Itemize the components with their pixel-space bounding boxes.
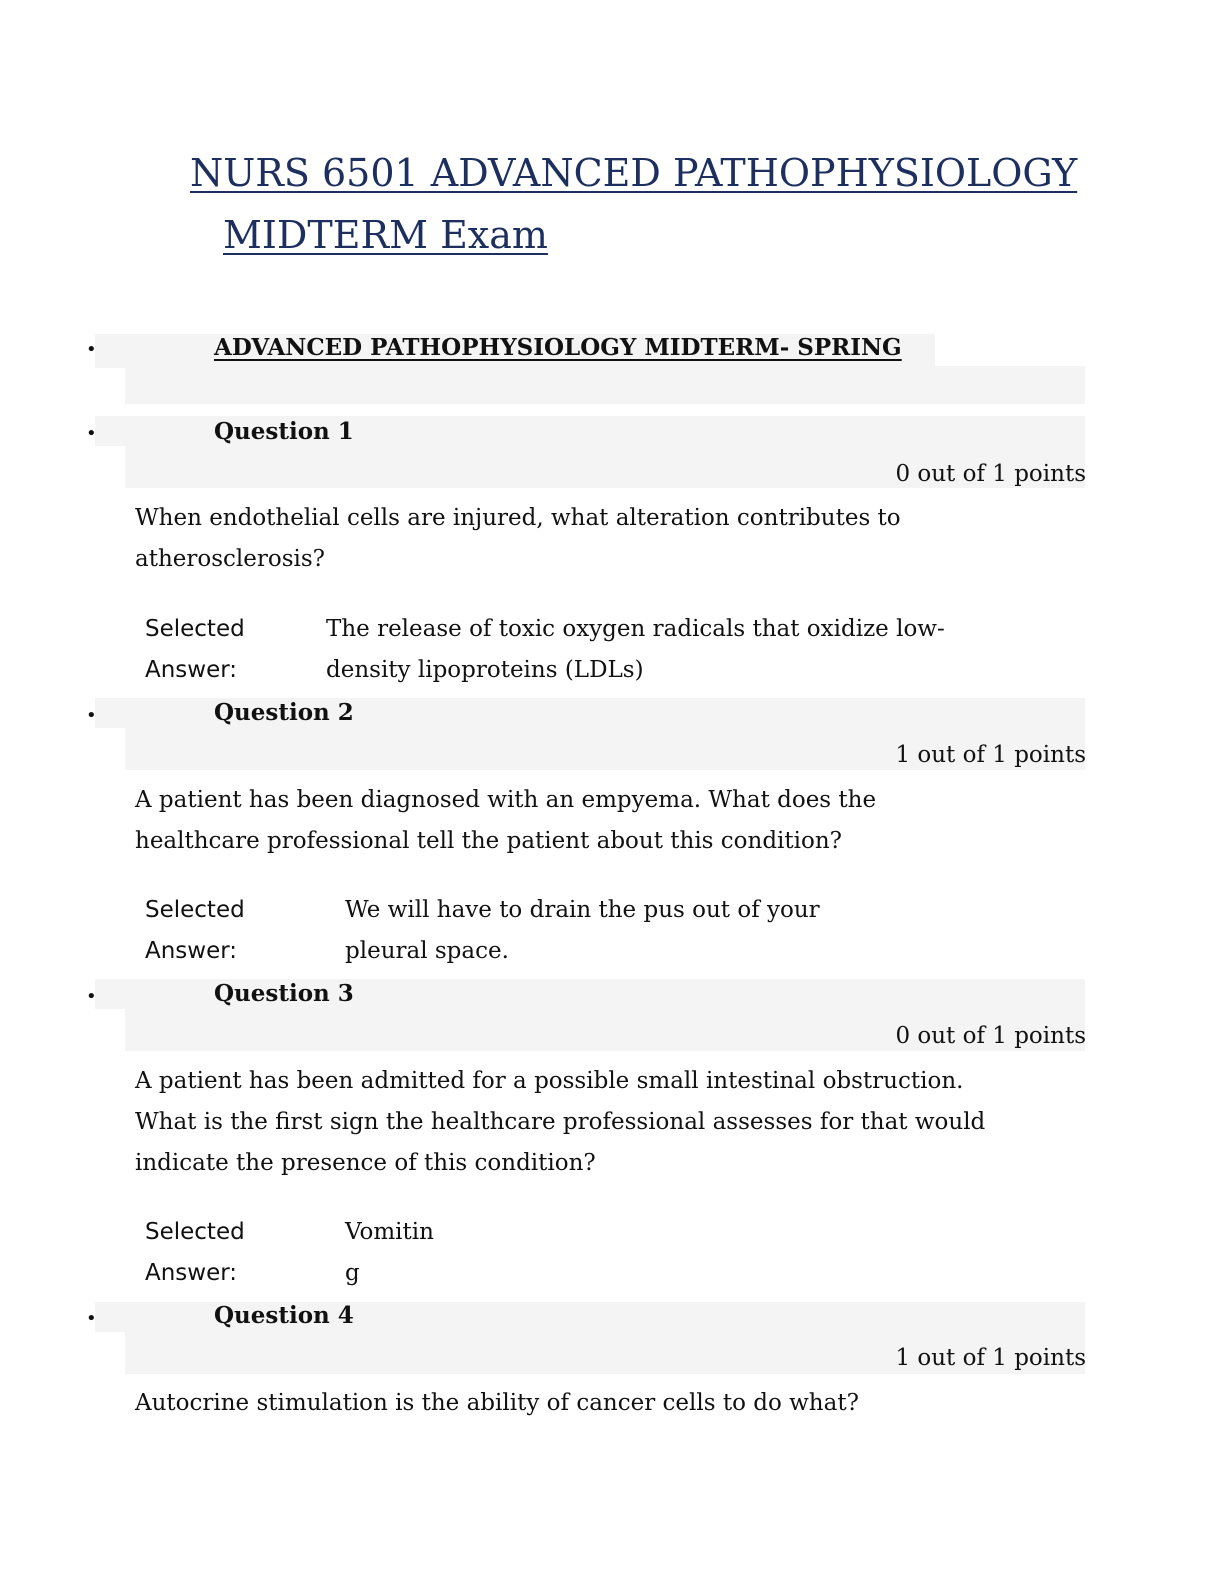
section-title: ADVANCED PATHOPHYSIOLOGY MIDTERM- SPRING bbox=[214, 334, 902, 361]
answer-line: The release of toxic oxygen radicals that oxidize low- bbox=[326, 616, 945, 642]
answer-label-line: Answer: bbox=[145, 938, 238, 964]
question-3-text bbox=[135, 1061, 1055, 1184]
question-4-heading: Question 4 bbox=[214, 1302, 354, 1329]
question-2-selected-answer bbox=[345, 890, 820, 972]
question-1-heading: Question 1 bbox=[214, 418, 354, 445]
question-1-answer-label bbox=[145, 609, 245, 691]
question-4-text-line: Autocrine stimulation is the ability of cancer cells to do what? bbox=[135, 1390, 859, 1416]
section-heading-shade bbox=[125, 366, 1085, 404]
question-1-text-line: When endothelial cells are injured, what alteration contributes to bbox=[135, 505, 901, 531]
document-title-line-2: MIDTERM Exam bbox=[223, 213, 548, 257]
question-1-bullet: • bbox=[86, 423, 97, 444]
question-2-bullet: • bbox=[86, 705, 97, 726]
question-2-answer-label bbox=[145, 890, 245, 972]
question-3-heading: Question 3 bbox=[214, 980, 354, 1007]
question-4-points: 1 out of 1 points bbox=[895, 1345, 1086, 1371]
answer-label-line: Answer: bbox=[145, 1260, 238, 1286]
answer-label-line: Selected bbox=[145, 897, 245, 923]
question-2-text-line: healthcare professional tell the patient about this condition? bbox=[135, 828, 843, 854]
answer-line: density lipoproteins (LDLs) bbox=[326, 657, 644, 683]
question-3-text-line: indicate the presence of this condition? bbox=[135, 1150, 596, 1176]
question-4-text bbox=[135, 1383, 1055, 1424]
question-3-text-line: What is the first sign the healthcare professional assesses for that would bbox=[135, 1109, 986, 1135]
question-3-answer-label bbox=[145, 1212, 245, 1294]
question-4-bullet: • bbox=[86, 1308, 97, 1329]
question-1-selected-answer bbox=[326, 609, 945, 691]
question-1-text bbox=[135, 498, 1055, 580]
question-2-heading: Question 2 bbox=[214, 699, 354, 726]
section-bullet: • bbox=[86, 339, 97, 360]
question-2-text-line: A patient has been diagnosed with an empyema. What does the bbox=[135, 787, 877, 813]
document-title-line-1: NURS 6501 ADVANCED PATHOPHYSIOLOGY bbox=[190, 151, 1078, 195]
answer-line: pleural space. bbox=[345, 938, 509, 964]
question-3-selected-answer bbox=[345, 1212, 434, 1294]
question-2-points: 1 out of 1 points bbox=[895, 742, 1086, 768]
answer-line: Vomitin bbox=[345, 1219, 434, 1245]
answer-label-line: Answer: bbox=[145, 657, 238, 683]
answer-line: We will have to drain the pus out of your bbox=[345, 897, 820, 923]
question-2-text bbox=[135, 780, 1055, 862]
answer-label-line: Selected bbox=[145, 1219, 245, 1245]
question-1-text-line: atherosclerosis? bbox=[135, 546, 326, 572]
question-3-text-line: A patient has been admitted for a possible small intestinal obstruction. bbox=[135, 1068, 964, 1094]
question-3-bullet: • bbox=[86, 986, 97, 1007]
question-1-points: 0 out of 1 points bbox=[895, 461, 1086, 487]
question-3-points: 0 out of 1 points bbox=[895, 1023, 1086, 1049]
answer-label-line: Selected bbox=[145, 616, 245, 642]
answer-line: g bbox=[345, 1260, 360, 1286]
